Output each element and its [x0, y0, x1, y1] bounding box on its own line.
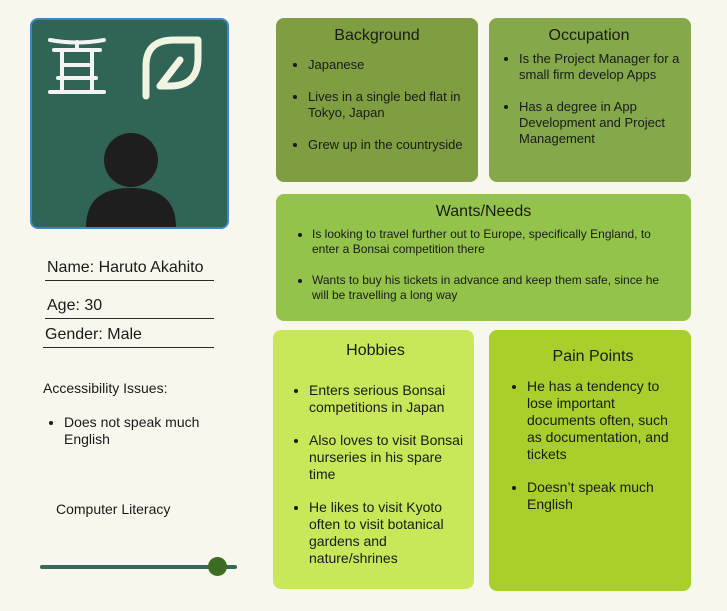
person-icon: [86, 133, 176, 227]
list-item: • Doesn’t speak much English: [527, 479, 681, 513]
wants-needs-title: Wants/Needs: [435, 203, 532, 220]
hobbies-panel: [273, 330, 474, 589]
accessibility-heading: Accessibility Issues:: [43, 380, 168, 396]
pain-points-panel: [489, 330, 691, 591]
background-title: Background: [334, 27, 420, 44]
list-item: • Wants to buy his tickets in advance and keep them safe, since he will be travelling a long way: [312, 273, 677, 303]
persona-name: Name: Haruto Akahito: [45, 259, 214, 281]
wants-needs-list: [290, 227, 677, 303]
list-item: • Is looking to travel further out to Europe, specifically England, to enter a Bonsai competition there: [312, 227, 677, 257]
hobbies-title: Hobbies: [346, 342, 405, 359]
leaf-icon: [146, 40, 198, 96]
background-panel: [276, 18, 478, 182]
occupation-list: [497, 51, 681, 147]
list-item: • Enters serious Bonsai competitions in Japan: [309, 382, 464, 416]
computer-literacy-knob[interactable]: [208, 557, 227, 576]
list-item: • Grew up in the countryside: [308, 137, 468, 153]
list-item: • Also loves to visit Bonsai nurseries in his spare time: [309, 432, 464, 483]
list-item: • He likes to visit Kyoto often to visit botanical gardens and nature/shrines: [309, 499, 464, 567]
list-item: • Is the Project Manager for a small firm develop Apps: [519, 51, 681, 83]
list-item: • Has a degree in App Development and Project Management: [519, 99, 681, 147]
persona-age: Age: 30: [45, 297, 214, 319]
wants-needs-panel: [276, 194, 691, 321]
persona-gender: Gender: Male: [43, 326, 214, 348]
list-item: • Lives in a single bed flat in Tokyo, Japan: [308, 89, 468, 121]
persona-illustration: [32, 20, 227, 227]
persona-photo-card: [30, 18, 229, 229]
computer-literacy-label: Computer Literacy: [56, 501, 171, 517]
occupation-panel: [489, 18, 691, 182]
torii-gate-icon: [50, 40, 104, 92]
list-item: • He has a tendency to lose important documents often, such as documentation, and tickets: [527, 378, 681, 463]
occupation-title: Occupation: [548, 27, 630, 44]
list-item: • Japanese: [308, 57, 468, 73]
accessibility-list: [44, 414, 244, 462]
list-item: • Does not speak much English: [64, 414, 244, 448]
hobbies-list: [287, 382, 464, 567]
background-list: [286, 57, 468, 153]
pain-points-list: [505, 378, 681, 513]
pain-points-title: Pain Points: [552, 348, 634, 365]
